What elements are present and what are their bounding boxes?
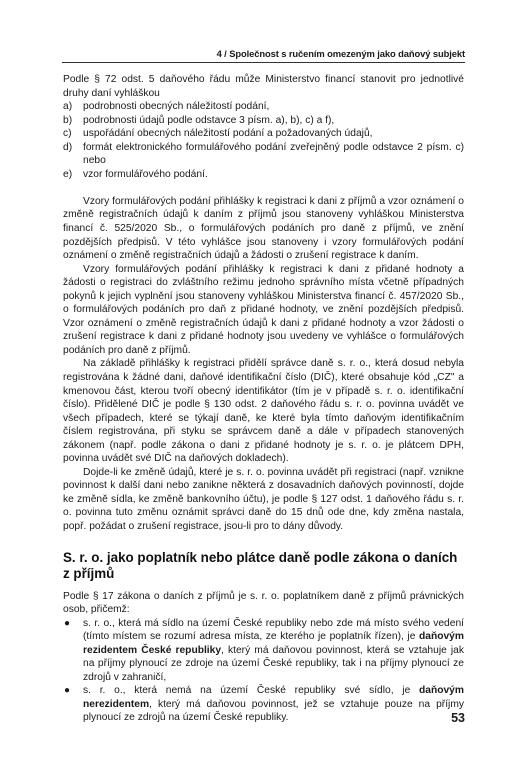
bullet-text-after: , který má daňovou povinnost, jež se vztahuje pouze na příjmy plynoucí ze zdrojů na území České republiky.: [83, 698, 464, 724]
list-item-text: vzor formulářového podání.: [83, 168, 208, 180]
bullet-text-after: , který má daňovou povinnost, která se vztahuje jak na příjmy plynoucí ze zdroje na území České republiky, tak i na příjmy plynoucí ze zdrojů v zahraničí,: [83, 644, 464, 683]
bullet-item: [63, 684, 464, 725]
list-item: [63, 168, 464, 182]
paragraph-spacer: [63, 181, 464, 195]
list-item-text: podrobnosti obecných náležitostí podání,: [83, 101, 270, 113]
bullet-item: [63, 617, 464, 685]
body-paragraph: Vzory formulářových podání přihlášky k registraci k dani z příjmů a vzor oznámení o změně registračních údajů k daním z příjmů jsou stanoveny vyhláškou Ministerstva financí č. 525/2020 Sb., o formulářových podáních pro daně z příjmů, ve znění pozdějších předpisů. V této vyhlášce jsou stanoveny i vzory formulářových podání oznámení o změně registračních údajů a žádosti o zrušení registrace k daním.: [63, 195, 464, 262]
list-marker: d): [63, 141, 73, 153]
list-item-text: podrobnosti údajů podle odstavce 3 písm. a), b), c) a f),: [83, 114, 335, 126]
list-marker: e): [63, 168, 73, 180]
body-paragraph: Na základě přihlášky k registraci přidělí správce daně s. r. o., která dosud nebyla registrována k žádné dani, daňové identifikační číslo (DIČ), které obsahuje kód „CZ" a kmenovou část, kterou tvoří obecný identifikátor (tím je v případě s. r. o. identifikační číslo). Přidělené DIČ je podle § 130 odst. 2 daňového řádu s. r. o. povinna uvádět ve všech případech, které se týkají daně, ke které byla tímto daňovým identifikačním číslem registrována, při styku se správcem daně a dále v případech stanovených zákonem (např. podle zákona o dani z přidané hodnoty je s. r. o. je plátcem DPH, povinna uvádět své DIČ na daňových dokladech).: [63, 358, 464, 465]
list-marker: c): [63, 128, 72, 140]
page-body: [63, 73, 464, 725]
alpha-list: [63, 100, 464, 181]
bullet-text-before: s. r. o., která nemá na území České republiky své sídlo, je: [83, 685, 419, 697]
intro-paragraph: Podle § 72 odst. 5 daňového řádu může Ministerstvo financí stanovit pro jednotlivé druhy daní vyhláškou: [63, 74, 464, 99]
bullet-bold-term: daňovým rezidentem České republiky: [83, 631, 464, 656]
list-item: [63, 114, 464, 128]
body-paragraph: Dojde-li ke změně údajů, které je s. r. o. povinna uvádět při registraci (např. vznikne povinnost k další dani nebo zanikne některá z dosavadních daňových povinností, dojde ke změně sídla, ke změně bankovního účtu), je podle § 127 odst. 1 daňového řádu s. r. o. povinna tuto změnu oznámit správci daně do 15 dnů ode dne, kdy změna nastala, popř. požádat o zrušení registrace, jsou-li pro to dány důvody.: [63, 466, 464, 532]
page-number: 53: [451, 711, 465, 725]
list-item-text: formát elektronického formulářového podání zveřejněný podle odstavce 2 písm. c) nebo: [83, 141, 464, 167]
bullet-bold-term: daňovým nerezidentem: [83, 685, 464, 710]
section-heading: S. r. o. jako poplatník nebo plátce daně podle zákona o daních z příjmů: [63, 549, 458, 581]
list-marker: a): [63, 101, 73, 113]
bullet-list: [63, 617, 464, 725]
running-header: 4 / Společnost s ručením omezeným jako daňový subjekt: [62, 48, 465, 63]
list-item: [63, 127, 464, 141]
section-intro: Podle § 17 zákona o daních z příjmů je s. r. o. poplatníkem daně z příjmů právnických osob, přičemž:: [63, 590, 464, 616]
bullet-icon: ●: [64, 617, 71, 629]
list-marker: b): [63, 114, 73, 126]
list-item: [63, 141, 464, 168]
bullet-text-before: s. r. o., která má sídlo na území České republiky nebo zde má místo svého vedení (tímto místem se rozumí adresa místa, ze kterého je poplatník řízen), je: [83, 617, 464, 643]
list-item-text: uspořádání obecných náležitostí podání a požadovaných údajů,: [83, 128, 373, 140]
body-paragraph: Vzory formulářových podání přihlášky k registraci k dani z přidané hodnoty a žádosti o registraci do zvláštního režimu jednoho správního místa včetně případných pokynů k jejich vyplnění jsou stanoveny vyhláškou Ministerstva financí č. 457/2020 Sb., o formulářových podáních pro daň z přidané hodnoty, ve znění pozdějších předpisů. Vzor oznámení o změně registračních údajů k dani z přidané hodnoty a vzor žádosti o zrušení registrace k dani z přidané hodnoty jsou uvedeny ve vyhlášce o formulářových podáních pro daně z příjmů.: [63, 263, 464, 356]
list-item: [63, 100, 464, 114]
bullet-icon: ●: [64, 685, 71, 697]
